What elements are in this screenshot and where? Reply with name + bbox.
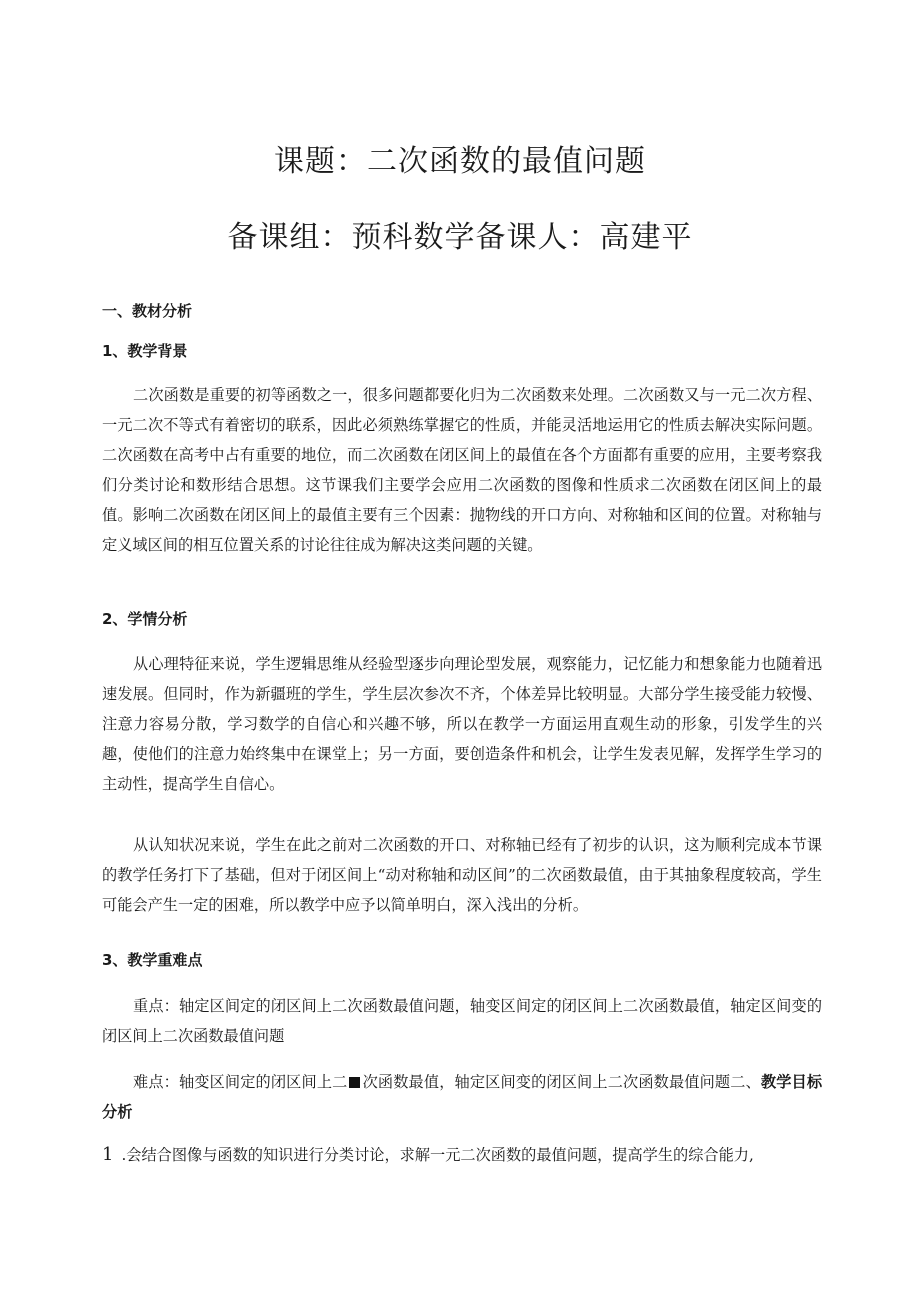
- section-heading-teaching-goals: 教学目标分析: [102, 1073, 823, 1121]
- paragraph-difficult-points: [102, 1067, 822, 1127]
- black-square-mark: [349, 1077, 360, 1088]
- difficulty-text-part-a: 难点：轴变区间定的闭区间上二: [133, 1073, 348, 1091]
- goal-list-text: .会结合图像与函数的知识进行分类讨论，求解一元二次函数的最值问题，提高学生的综合能力,: [121, 1146, 754, 1164]
- page-title: 课题：二次函数的最值问题: [274, 144, 646, 179]
- section-heading-teaching-background: 1、教学背景: [102, 342, 188, 360]
- difficulty-text-part-b: 次函数最值，轴定区间变的闭区间上二次函数最值问题二、: [362, 1073, 761, 1091]
- section-heading-learning-analysis: 2、学情分析: [102, 610, 188, 628]
- paragraph-learning-analysis-psychology: 从心理特征来说，学生逻辑思维从经验型逐步向理论型发展，观察能力，记忆能力和想象能力也随着迅速发展。但同时，作为新疆班的学生，学生层次参次不齐，个体差异比较明显。大部分学生接受能力较慢、注意力容易分散，学习数学的自信心和兴趣不够，所以在教学一方面运用直观生动的形象，引发学生的兴趣，使他们的注意力始终集中在课堂上；另一方面，要创造条件和机会，让学生发表见解，发挥学生学习的主动性，提高学生自信心。: [102, 655, 822, 793]
- page-subtitle: 备课组：预科数学备课人：高建平: [227, 220, 693, 255]
- paragraph-teaching-background: 二次函数是重要的初等函数之一，很多问题都要化归为二次函数来处理。二次函数又与一元二次方程、一元二次不等式有着密切的联系，因此必须熟练掌握它的性质，并能灵活地运用它的性质去解决实际问题。二次函数在高考中占有重要的地位，而二次函数在闭区间上的最值在各个方面都有重要的应用，主要考察我们分类讨论和数形结合思想。这节课我们主要学会应用二次函数的图像和性质求二次函数在闭区间上的最值。影响二次函数在闭区间上的最值主要有三个因素：抛物线的开口方向、对称轴和区间的位置。对称轴与定义域区间的相互位置关系的讨论往往成为解决这类问题的关键。: [102, 386, 822, 554]
- goal-list-item-1: [102, 1140, 822, 1170]
- section-heading-textbook-analysis: 一、教材分析: [102, 302, 193, 320]
- paragraph-key-points: 重点：轴定区间定的闭区间上二次函数最值问题，轴变区间定的闭区间上二次函数最值，轴定区间变的闭区间上二次函数最值问题: [102, 997, 822, 1045]
- goal-list-number: 1: [102, 1144, 114, 1165]
- paragraph-learning-analysis-cognition: 从认知状况来说，学生在此之前对二次函数的开口、对称轴已经有了初步的认识，这为顺利完成本节课的教学任务打下了基础，但对于闭区间上“动对称轴和动区间”的二次函数最值，由于其抽象程度较高，学生可能会产生一定的困难，所以教学中应予以简单明白，深入浅出的分析。: [102, 836, 822, 914]
- section-heading-key-difficult-points: 3、教学重难点: [102, 951, 203, 969]
